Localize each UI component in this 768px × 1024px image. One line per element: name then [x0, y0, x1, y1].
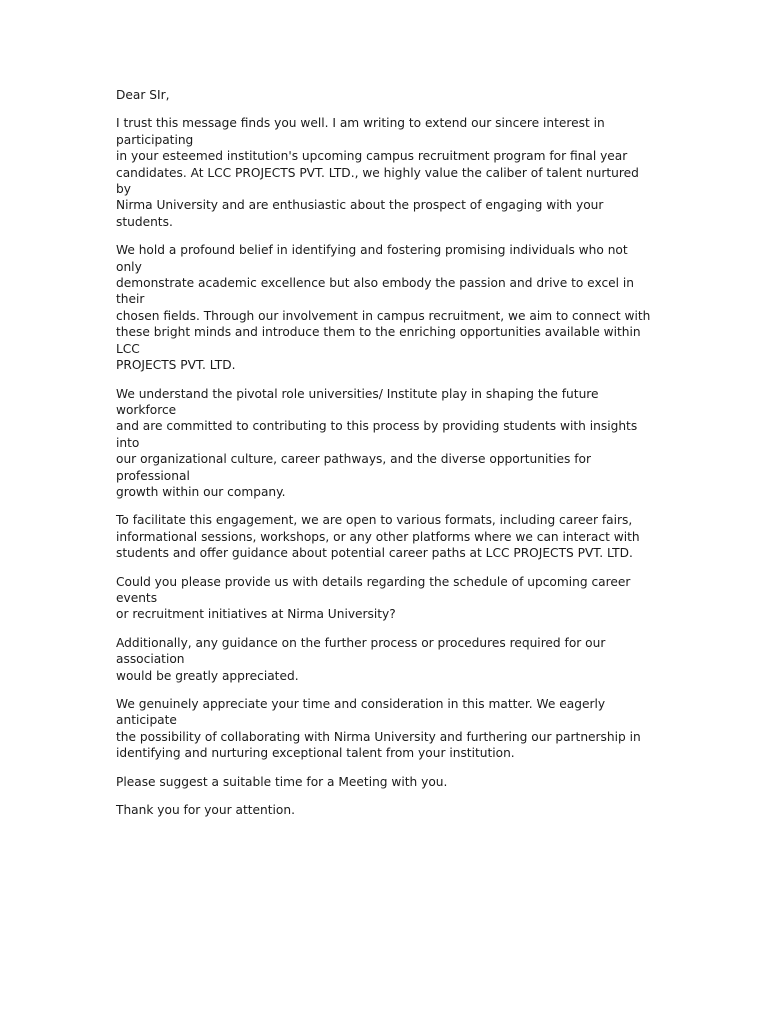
paragraph-formats: To facilitate this engagement, we are open to various formats, including career fairs, informational sessions, workshops, or any other platforms where we can interact with students and offer guidance about potential career paths at LCC PROJECTS PVT. LTD.	[116, 513, 640, 561]
paragraph-schedule-request: Could you please provide us with details regarding the schedule of upcoming career events or recruitment initiatives at Nirma University?	[116, 574, 631, 622]
paragraph-belief: We hold a profound belief in identifying and fostering promising individuals who not only demonstrate academic excellence but also embody the passion and drive to excel in their chosen fields. Through our involvement in campus recruitment, we aim to connect with these bright minds and introduce them to the enriching opportunities available within LCC PROJECTS PVT. LTD.	[116, 243, 651, 373]
paragraph-guidance: Additionally, any guidance on the further process or procedures required for our association would be greatly appreciated.	[116, 635, 606, 683]
paragraph-appreciation: We genuinely appreciate your time and consideration in this matter. We eagerly anticipate the possibility of collaborating with Nirma University and furthering our partnership in identifying and nurturing exceptional talent from your institution.	[116, 697, 641, 761]
closing-line: Thank you for your attention.	[116, 803, 295, 818]
paragraph-role: We understand the pivotal role universities/ Institute play in shaping the future workforce and are committed to contributing to this process by providing students with insights into our organizational culture, career pathways, and the diverse opportunities for professional growth within our company.	[116, 386, 638, 499]
paragraph-meeting-request: Please suggest a suitable time for a Meeting with you.	[116, 774, 448, 789]
salutation: Dear SIr,	[116, 88, 170, 102]
paragraph-intro: I trust this message finds you well. I am writing to extend our sincere interest in participating in your esteemed institution's upcoming campus recruitment program for final year candidates. At LCC PROJECTS PVT. LTD., we highly value the caliber of talent nurtured by Nirma University and are enthusiastic about the prospect of engaging with your students.	[116, 116, 639, 229]
letter-body	[116, 87, 656, 830]
